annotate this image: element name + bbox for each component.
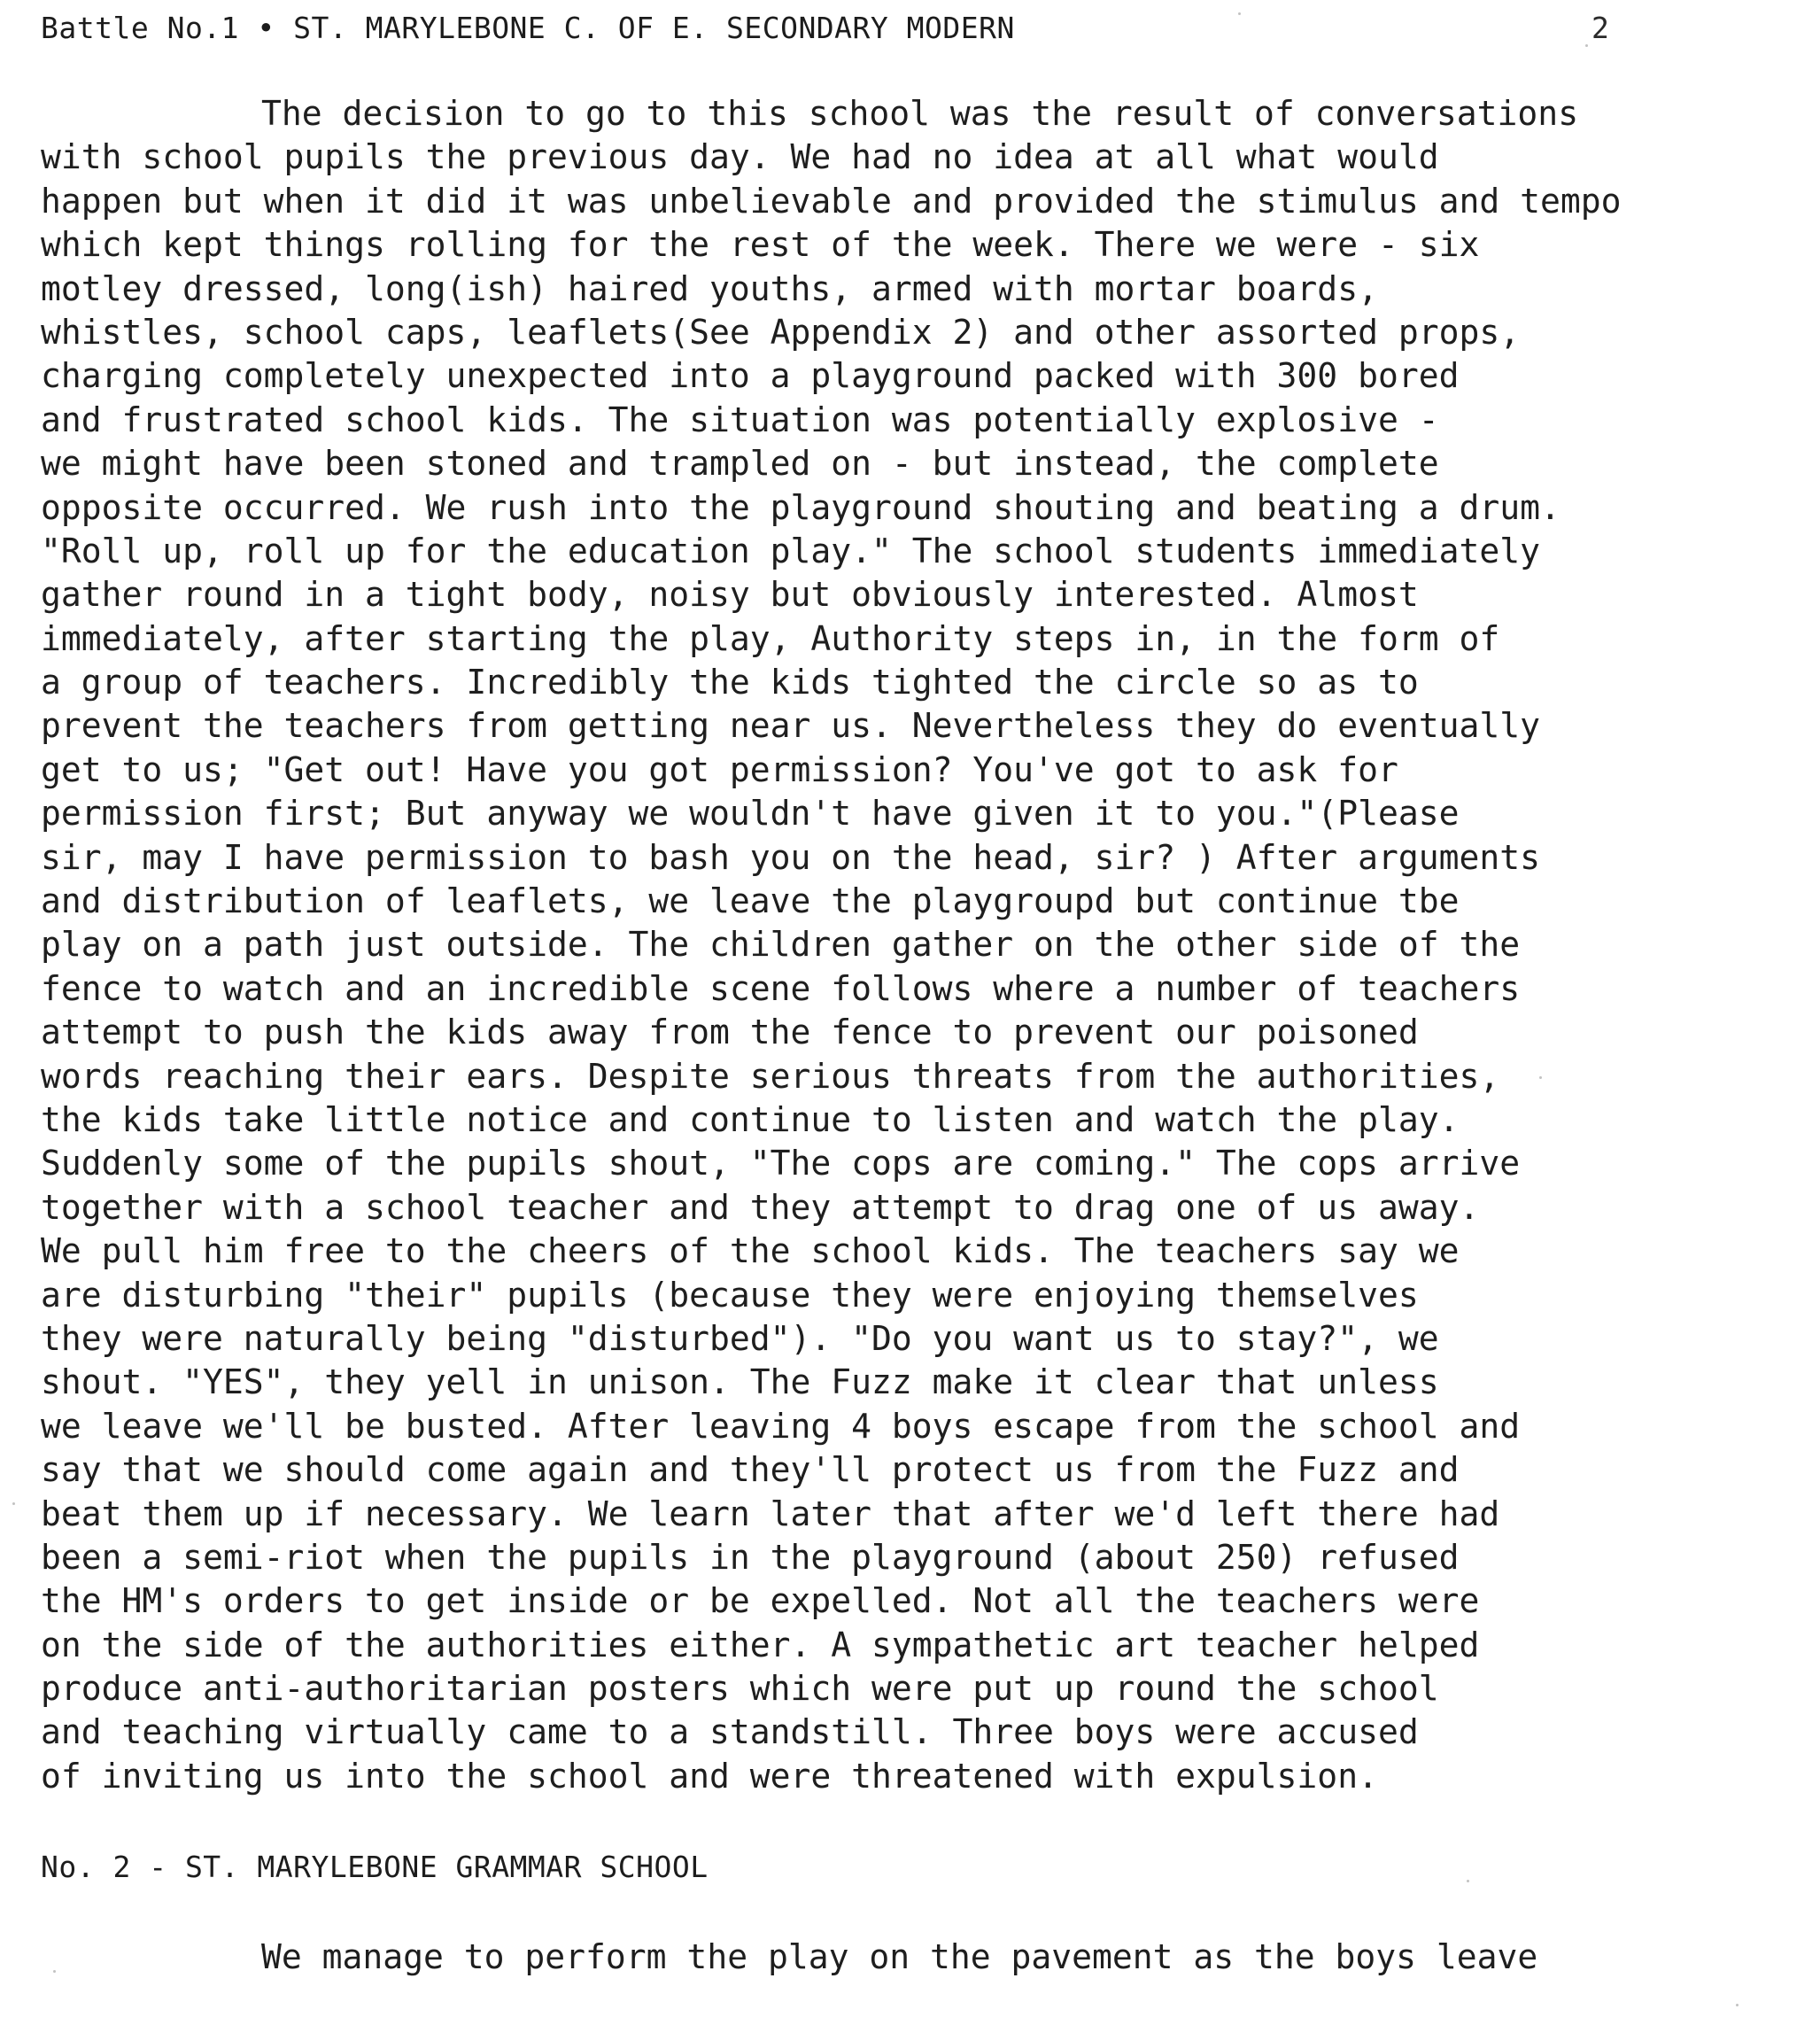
text-line: Suddenly some of the pupils shout, "The cops are coming." The cops arrive — [41, 1144, 1521, 1183]
text-line: we might have been stoned and trampled on - but instead, the complete — [41, 444, 1439, 484]
text-line: We pull him free to the cheers of the school kids. The teachers say we — [41, 1231, 1460, 1271]
text-line: the HM's orders to get inside or be expelled. Not all the teachers were — [41, 1581, 1480, 1621]
text-line: get to us; "Get out! Have you got permission? You've got to ask for — [41, 749, 1398, 789]
scan-speck — [12, 1502, 15, 1505]
scan-speck — [1539, 1076, 1542, 1079]
text-line: prevent the teachers from getting near us. Nevertheless they do eventually — [41, 706, 1540, 746]
page-number: 2 — [1592, 11, 1609, 45]
text-line: a group of teachers. Incredibly the kids tighted the circle so as to — [41, 663, 1419, 702]
text-line: which kept things rolling for the rest of the week. There we were - six — [41, 225, 1480, 265]
section-heading-no-2: No. 2 - ST. MARYLEBONE GRAMMAR SCHOOL — [41, 1850, 709, 1884]
text-line: they were naturally being "disturbed"). "Do you want us to stay?", we — [41, 1318, 1439, 1358]
scan-speck — [1736, 2004, 1739, 2006]
text-line: play on a path just outside. The children gather on the other side of the — [41, 925, 1521, 965]
text-line: The decision to go to this school was the result of conversations — [261, 94, 1579, 133]
text-line: gather round in a tight body, noisy but obviously interested. Almost — [41, 575, 1419, 615]
section-heading-battle-1: Battle No.1 • ST. MARYLEBONE C. OF E. SECONDARY MODERN — [41, 11, 1015, 45]
text-line: with school pupils the previous day. We had no idea at all what would — [41, 137, 1439, 177]
text-line: attempt to push the kids away from the fence to prevent our poisoned — [41, 1012, 1419, 1052]
text-line: together with a school teacher and they attempt to drag one of us away. — [41, 1187, 1480, 1227]
text-line: are disturbing "their" pupils (because they were enjoying themselves — [41, 1275, 1419, 1315]
text-line: on the side of the authorities either. A sympathetic art teacher helped — [41, 1625, 1480, 1664]
text-line: say that we should come again and they'll protect us from the Fuzz and — [41, 1450, 1460, 1490]
section-2-body — [41, 1936, 1803, 1979]
text-line: the kids take little notice and continue to listen and watch the play. — [41, 1099, 1460, 1139]
text-line: and teaching virtually came to a standstill. Three boys were accused — [41, 1712, 1419, 1752]
text-line: been a semi-riot when the pupils in the playground (about 250) refused — [41, 1537, 1460, 1577]
text-line: happen but when it did it was unbelievable and provided the stimulus and tempo — [41, 181, 1622, 221]
text-line: produce anti-authoritarian posters which were put up round the school — [41, 1669, 1439, 1709]
text-line: whistles, school caps, leaflets(See Appendix 2) and other assorted props, — [41, 312, 1521, 352]
scan-speck — [1238, 12, 1241, 15]
text-line: charging completely unexpected into a playground packed with 300 bored — [41, 356, 1460, 396]
text-line: shout. "YES", they yell in unison. The Fuzz make it clear that unless — [41, 1362, 1439, 1402]
text-line: permission first; But anyway we wouldn't have given it to you."(Please — [41, 794, 1460, 834]
text-line: opposite occurred. We rush into the playground shouting and beating a drum. — [41, 487, 1561, 527]
text-line: sir, may I have permission to bash you on the head, sir? ) After arguments — [41, 837, 1540, 877]
text-line: beat them up if necessary. We learn later that after we'd left there had — [41, 1494, 1500, 1533]
scan-speck — [53, 1970, 56, 1973]
text-line: We manage to perform the play on the pavement as the boys leave — [261, 1937, 1538, 1976]
text-line: motley dressed, long(ish) haired youths, armed with mortar boards, — [41, 268, 1378, 308]
text-line: fence to watch and an incredible scene follows where a number of teachers — [41, 968, 1521, 1008]
section-1-body — [41, 92, 1803, 1798]
text-line: and distribution of leaflets, we leave the playgroupd but continue tbe — [41, 881, 1460, 921]
text-line: and frustrated school kids. The situation was potentially explosive - — [41, 400, 1439, 439]
scan-speck — [1467, 1880, 1469, 1882]
text-line: "Roll up, roll up for the education play." The school students immediately — [41, 531, 1540, 570]
text-line: we leave we'll be busted. After leaving 4 boys escape from the school and — [41, 1406, 1521, 1446]
text-line: of inviting us into the school and were threatened with expulsion. — [41, 1756, 1378, 1796]
scan-speck — [1585, 44, 1588, 47]
text-line: words reaching their ears. Despite serious threats from the authorities, — [41, 1056, 1500, 1096]
text-line: immediately, after starting the play, Authority steps in, in the form of — [41, 618, 1500, 658]
